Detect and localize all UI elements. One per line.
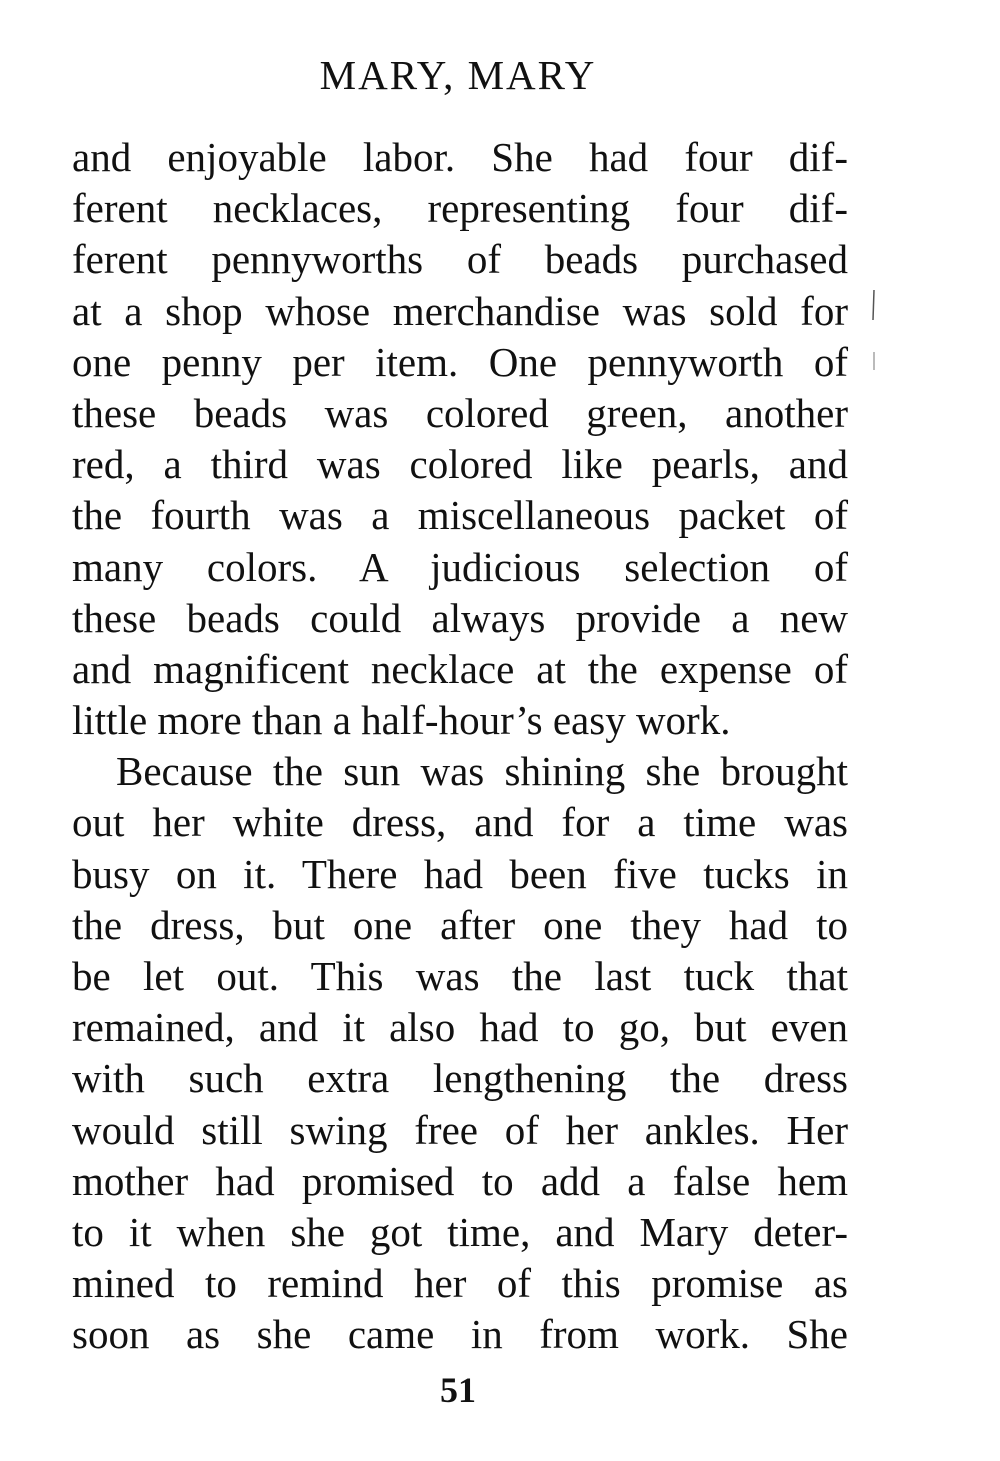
paragraph-last-line: little more than a half-hour’s easy work. [72, 697, 731, 744]
text-line: red, a third was colored like pearls, and [72, 441, 848, 488]
text-line: the fourth was a miscellaneous packet of [72, 492, 848, 539]
text-line: many colors. A judicious selection of [72, 543, 848, 590]
text-line: ferent necklaces, representing four dif- [72, 185, 848, 232]
text-line: and enjoyable labor. She had four dif- [72, 134, 848, 180]
text-line: ferent pennyworths of beads purchased [72, 236, 848, 283]
text-line: to it when she got time, and Mary deter- [72, 1208, 848, 1255]
margin-scan-marks [870, 290, 878, 400]
text-line: these beads could always provide a new [72, 594, 848, 641]
text-line: at a shop whose merchandise was sold for [72, 287, 848, 334]
text-line: mined to remind her of this promise as [72, 1260, 848, 1307]
text-line: with such extra lengthening the dress [72, 1055, 848, 1102]
text-line: busy on it. There had been five tucks in [72, 850, 848, 897]
running-head: MARY, MARY [319, 52, 597, 98]
text-line: the dress, but one after one they had to [72, 901, 848, 948]
text-line: be let out. This was the last tuck that [72, 953, 848, 999]
paragraph-first-line: Because the sun was shining she brought [116, 748, 848, 795]
text-line: these beads was colored green, another [72, 389, 848, 436]
text-line: would still swing free of her ankles. Her [72, 1106, 848, 1153]
body-text [72, 132, 848, 1361]
text-line: soon as she came in from work. She [72, 1311, 848, 1358]
text-line: one penny per item. One pennyworth of [72, 338, 848, 385]
text-line: and magnificent necklace at the expense of [72, 645, 848, 692]
text-line: out her white dress, and for a time was [72, 799, 848, 846]
text-line: mother had promised to add a false hem [72, 1157, 848, 1204]
page-number: 51 [440, 1370, 476, 1410]
text-line: remained, and it also had to go, but even [72, 1004, 848, 1051]
